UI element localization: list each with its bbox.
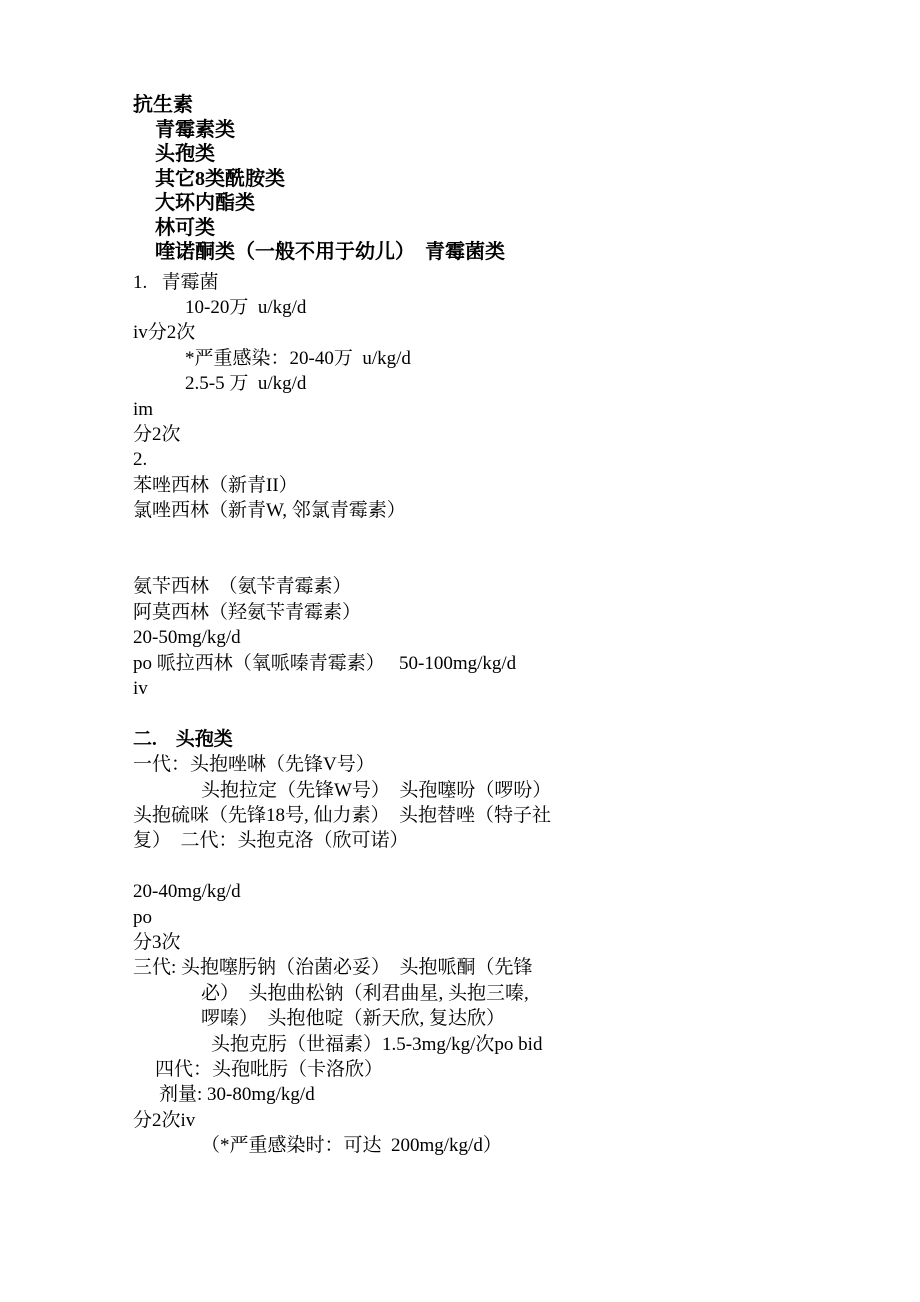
- body-line: 20-50mg/kg/d: [133, 627, 241, 649]
- blank-line: [133, 524, 860, 549]
- heading-line: 林可类: [155, 216, 215, 239]
- body-line: 2.: [133, 449, 148, 471]
- blank-line: [133, 549, 860, 574]
- body-line: iv: [133, 677, 148, 699]
- body-line: 10-20万 u/kg/d: [185, 296, 307, 318]
- blank-line: [133, 701, 860, 726]
- body-line: 二. 头孢类: [133, 728, 233, 750]
- heading-line: 喹诺酮类（一般不用于幼儿） 青霉菌类: [155, 241, 505, 263]
- heading-line: 大环内酯类: [155, 192, 255, 214]
- body-line: 苯唑西林（新青II）: [133, 474, 298, 496]
- blank-line: [133, 854, 860, 879]
- body-line: 三代: 头抱噻肟钠（治菌必妥） 头抱哌酮（先锋: [133, 957, 533, 979]
- antibiotic-class-list: [133, 93, 860, 265]
- heading-line: 头孢类: [155, 143, 215, 165]
- body-line: 分2次: [133, 423, 181, 445]
- body-line: po: [133, 906, 152, 928]
- body-line: 阿莫西林（羟氨苄青霉素）: [133, 601, 362, 623]
- body-line: 头抱拉定（先锋W号） 头孢噻吩（啰吩）: [201, 779, 552, 801]
- document-body: [133, 270, 860, 1159]
- body-line: 复） 二代：头抱克洛（欣可诺）: [133, 830, 409, 852]
- heading-line: 青霉素类: [155, 118, 235, 141]
- body-line: （*严重感染时：可达 200mg/kg/d）: [201, 1135, 502, 1157]
- body-line: 四代：头孢吡肟（卡洛欣）: [155, 1059, 384, 1081]
- body-line: 20-40mg/kg/d: [133, 881, 241, 903]
- body-line: 头抱克肟（世福素）1.5-3mg/kg/次po bid: [211, 1033, 543, 1055]
- body-line: po 哌拉西林（氧哌嗪青霉素） 50-100mg/kg/d: [133, 652, 517, 674]
- body-line: 一代：头抱唑啉（先锋V号）: [133, 754, 375, 776]
- body-line: 1. 青霉菌: [133, 271, 219, 293]
- document-title: 抗生素: [133, 94, 193, 116]
- body-line: im: [133, 398, 154, 420]
- body-line: 头抱硫咪（先锋18号, 仙力素） 头抱替唑（特子社: [133, 804, 552, 826]
- body-line: 分2次iv: [133, 1109, 196, 1131]
- body-line: iv分2次: [133, 322, 196, 344]
- body-line: 2.5-5 万 u/kg/d: [185, 373, 307, 395]
- body-line: *严重感染：20-40万 u/kg/d: [185, 347, 411, 369]
- heading-line: 其它8类酰胺类: [155, 167, 285, 190]
- body-line: 啰嗪） 头抱他啶（新天欣, 复达欣）: [201, 1008, 506, 1030]
- body-line: 氯唑西林（新青W, 邻氯青霉素）: [133, 500, 406, 522]
- body-line: 氨苄西林 （氨苄青霉素）: [133, 576, 352, 598]
- body-line: 剂量: 30-80mg/kg/d: [159, 1084, 315, 1106]
- body-line: 分3次: [133, 932, 181, 953]
- body-line: 必） 头抱曲松钠（利君曲星, 头抱三嗪,: [201, 982, 529, 1004]
